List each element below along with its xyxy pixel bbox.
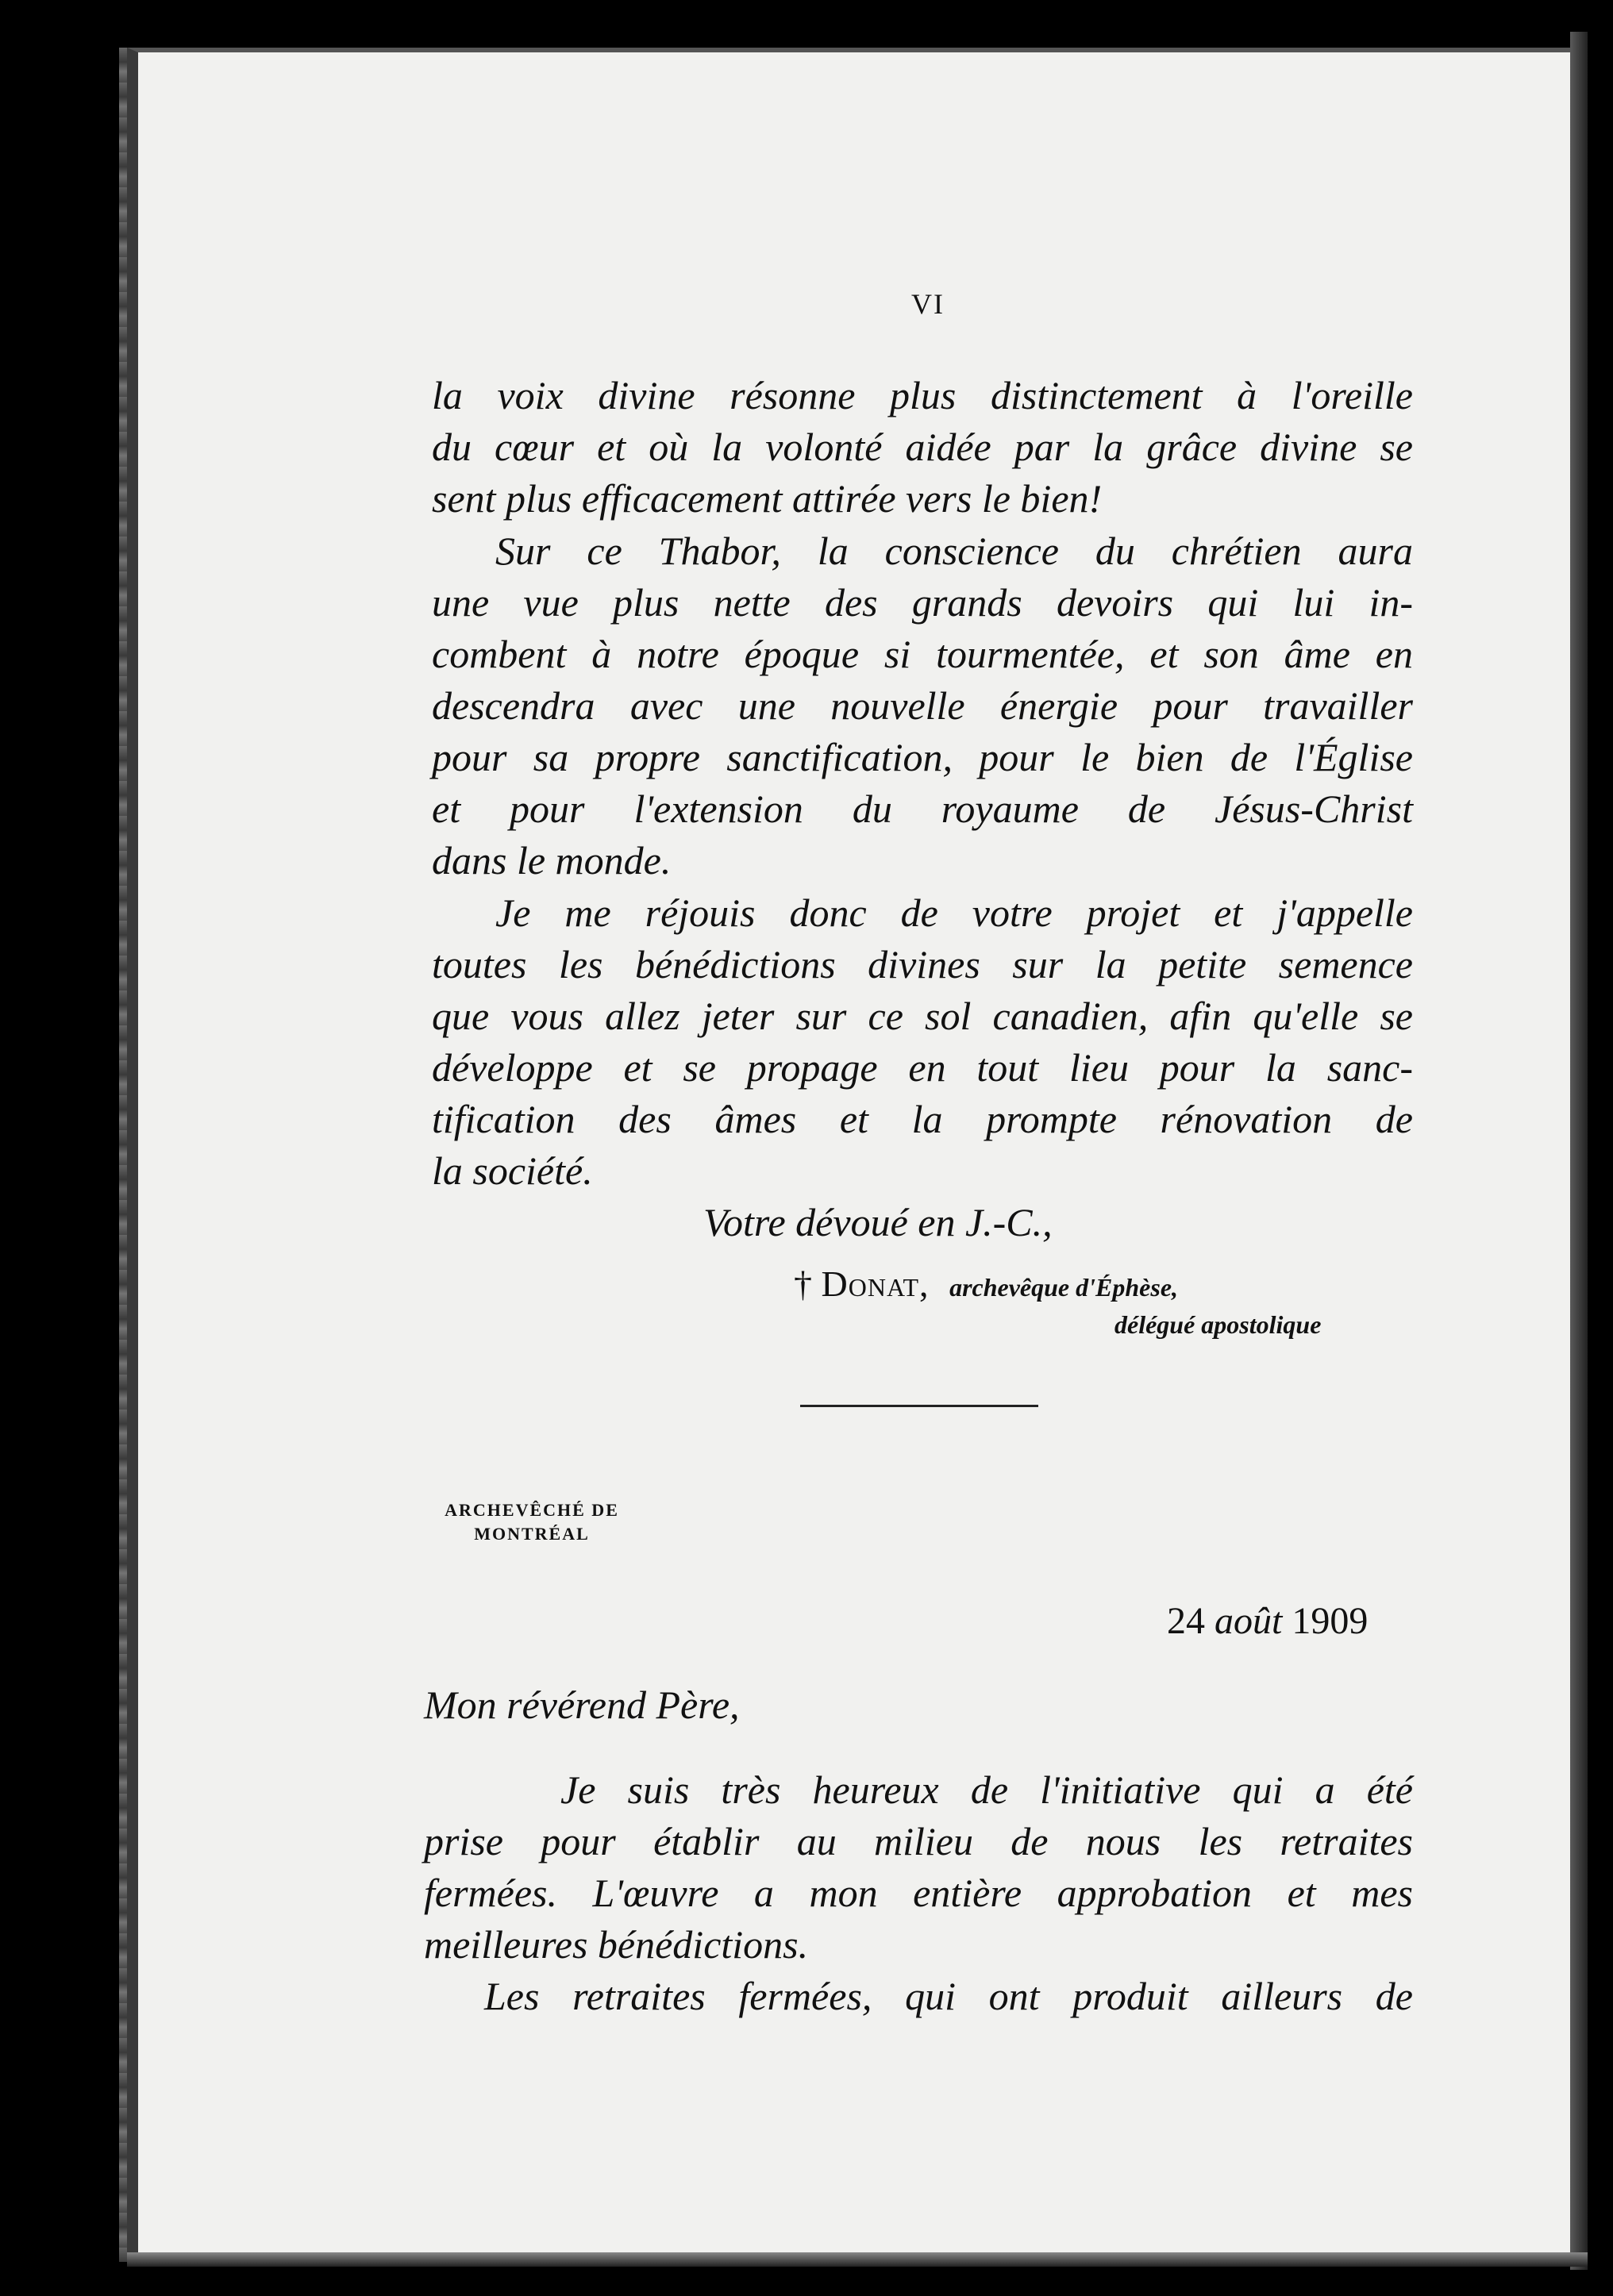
- text-line: Les retraites fermées, qui ont produit ailleurs de: [484, 1974, 1413, 2018]
- letter-date: [1167, 1599, 1368, 1643]
- text-line: développe et se propage en tout lieu pour la sanc-: [432, 1045, 1413, 1090]
- signature-name: Donat,: [821, 1263, 930, 1304]
- text-line: une vue plus nette des grands devoirs qui lui in-: [432, 580, 1413, 625]
- text-line: que vous allez jeter sur ce sol canadien, afin qu'elle se: [432, 994, 1413, 1038]
- cross-symbol: †: [794, 1263, 812, 1304]
- text-line: et pour l'extension du royaume de Jésus-Christ: [432, 786, 1413, 831]
- text-line: dans le monde.: [432, 838, 672, 883]
- text-line: combent à notre époque si tourmentée, et son âme en: [432, 632, 1413, 676]
- page-bottom-edge: [127, 2252, 1588, 2267]
- text-line: Sur ce Thabor, la conscience du chrétien aura: [495, 529, 1413, 573]
- date-year: 1909: [1292, 1600, 1369, 1642]
- letter-closing: Votre dévoué en J.-C.,: [703, 1200, 1053, 1244]
- text-line: prise pour établir au milieu de nous les retraites: [424, 1819, 1413, 1863]
- letterhead: [413, 1498, 651, 1545]
- text-line: Je suis très heureux de l'initiative qui a été: [560, 1767, 1413, 1812]
- text-line: la voix divine résonne plus distinctement à l'oreille: [432, 373, 1413, 417]
- text-line: descendra avec une nouvelle énergie pour travailler: [432, 683, 1413, 728]
- text-line: sent plus efficacement attirée vers le bien!: [432, 476, 1103, 521]
- text-line: tification des âmes et la prompte rénovation de: [432, 1097, 1413, 1141]
- page-number: VI: [911, 288, 945, 320]
- signature-title: archevêque d'Éphèse,: [949, 1273, 1179, 1302]
- text-line: pour sa propre sanctification, pour le bien de l'Église: [432, 735, 1413, 779]
- section-divider: [800, 1405, 1038, 1407]
- letterhead-line: MONTRÉAL: [474, 1523, 590, 1544]
- date-day: 24: [1167, 1600, 1205, 1642]
- salutation: Mon révérend Père,: [424, 1683, 740, 1727]
- text-line: toutes les bénédictions divines sur la petite semence: [432, 942, 1413, 986]
- date-month: août: [1215, 1600, 1283, 1642]
- text-line: fermées. L'œuvre a mon entière approbation et mes: [424, 1871, 1413, 1915]
- signature-subtitle: délégué apostolique: [1114, 1310, 1322, 1339]
- page-right-edge: [1570, 32, 1588, 2270]
- text-line: meilleures bénédictions.: [424, 1922, 809, 1967]
- letterhead-line: ARCHEVÊCHÉ DE: [445, 1500, 619, 1520]
- text-line: du cœur et où la volonté aidée par la grâce divine se: [432, 425, 1413, 469]
- text-line: Je me réjouis donc de votre projet et j'appelle: [495, 890, 1413, 935]
- signature-line: [794, 1262, 1178, 1306]
- text-line: la société.: [432, 1148, 593, 1193]
